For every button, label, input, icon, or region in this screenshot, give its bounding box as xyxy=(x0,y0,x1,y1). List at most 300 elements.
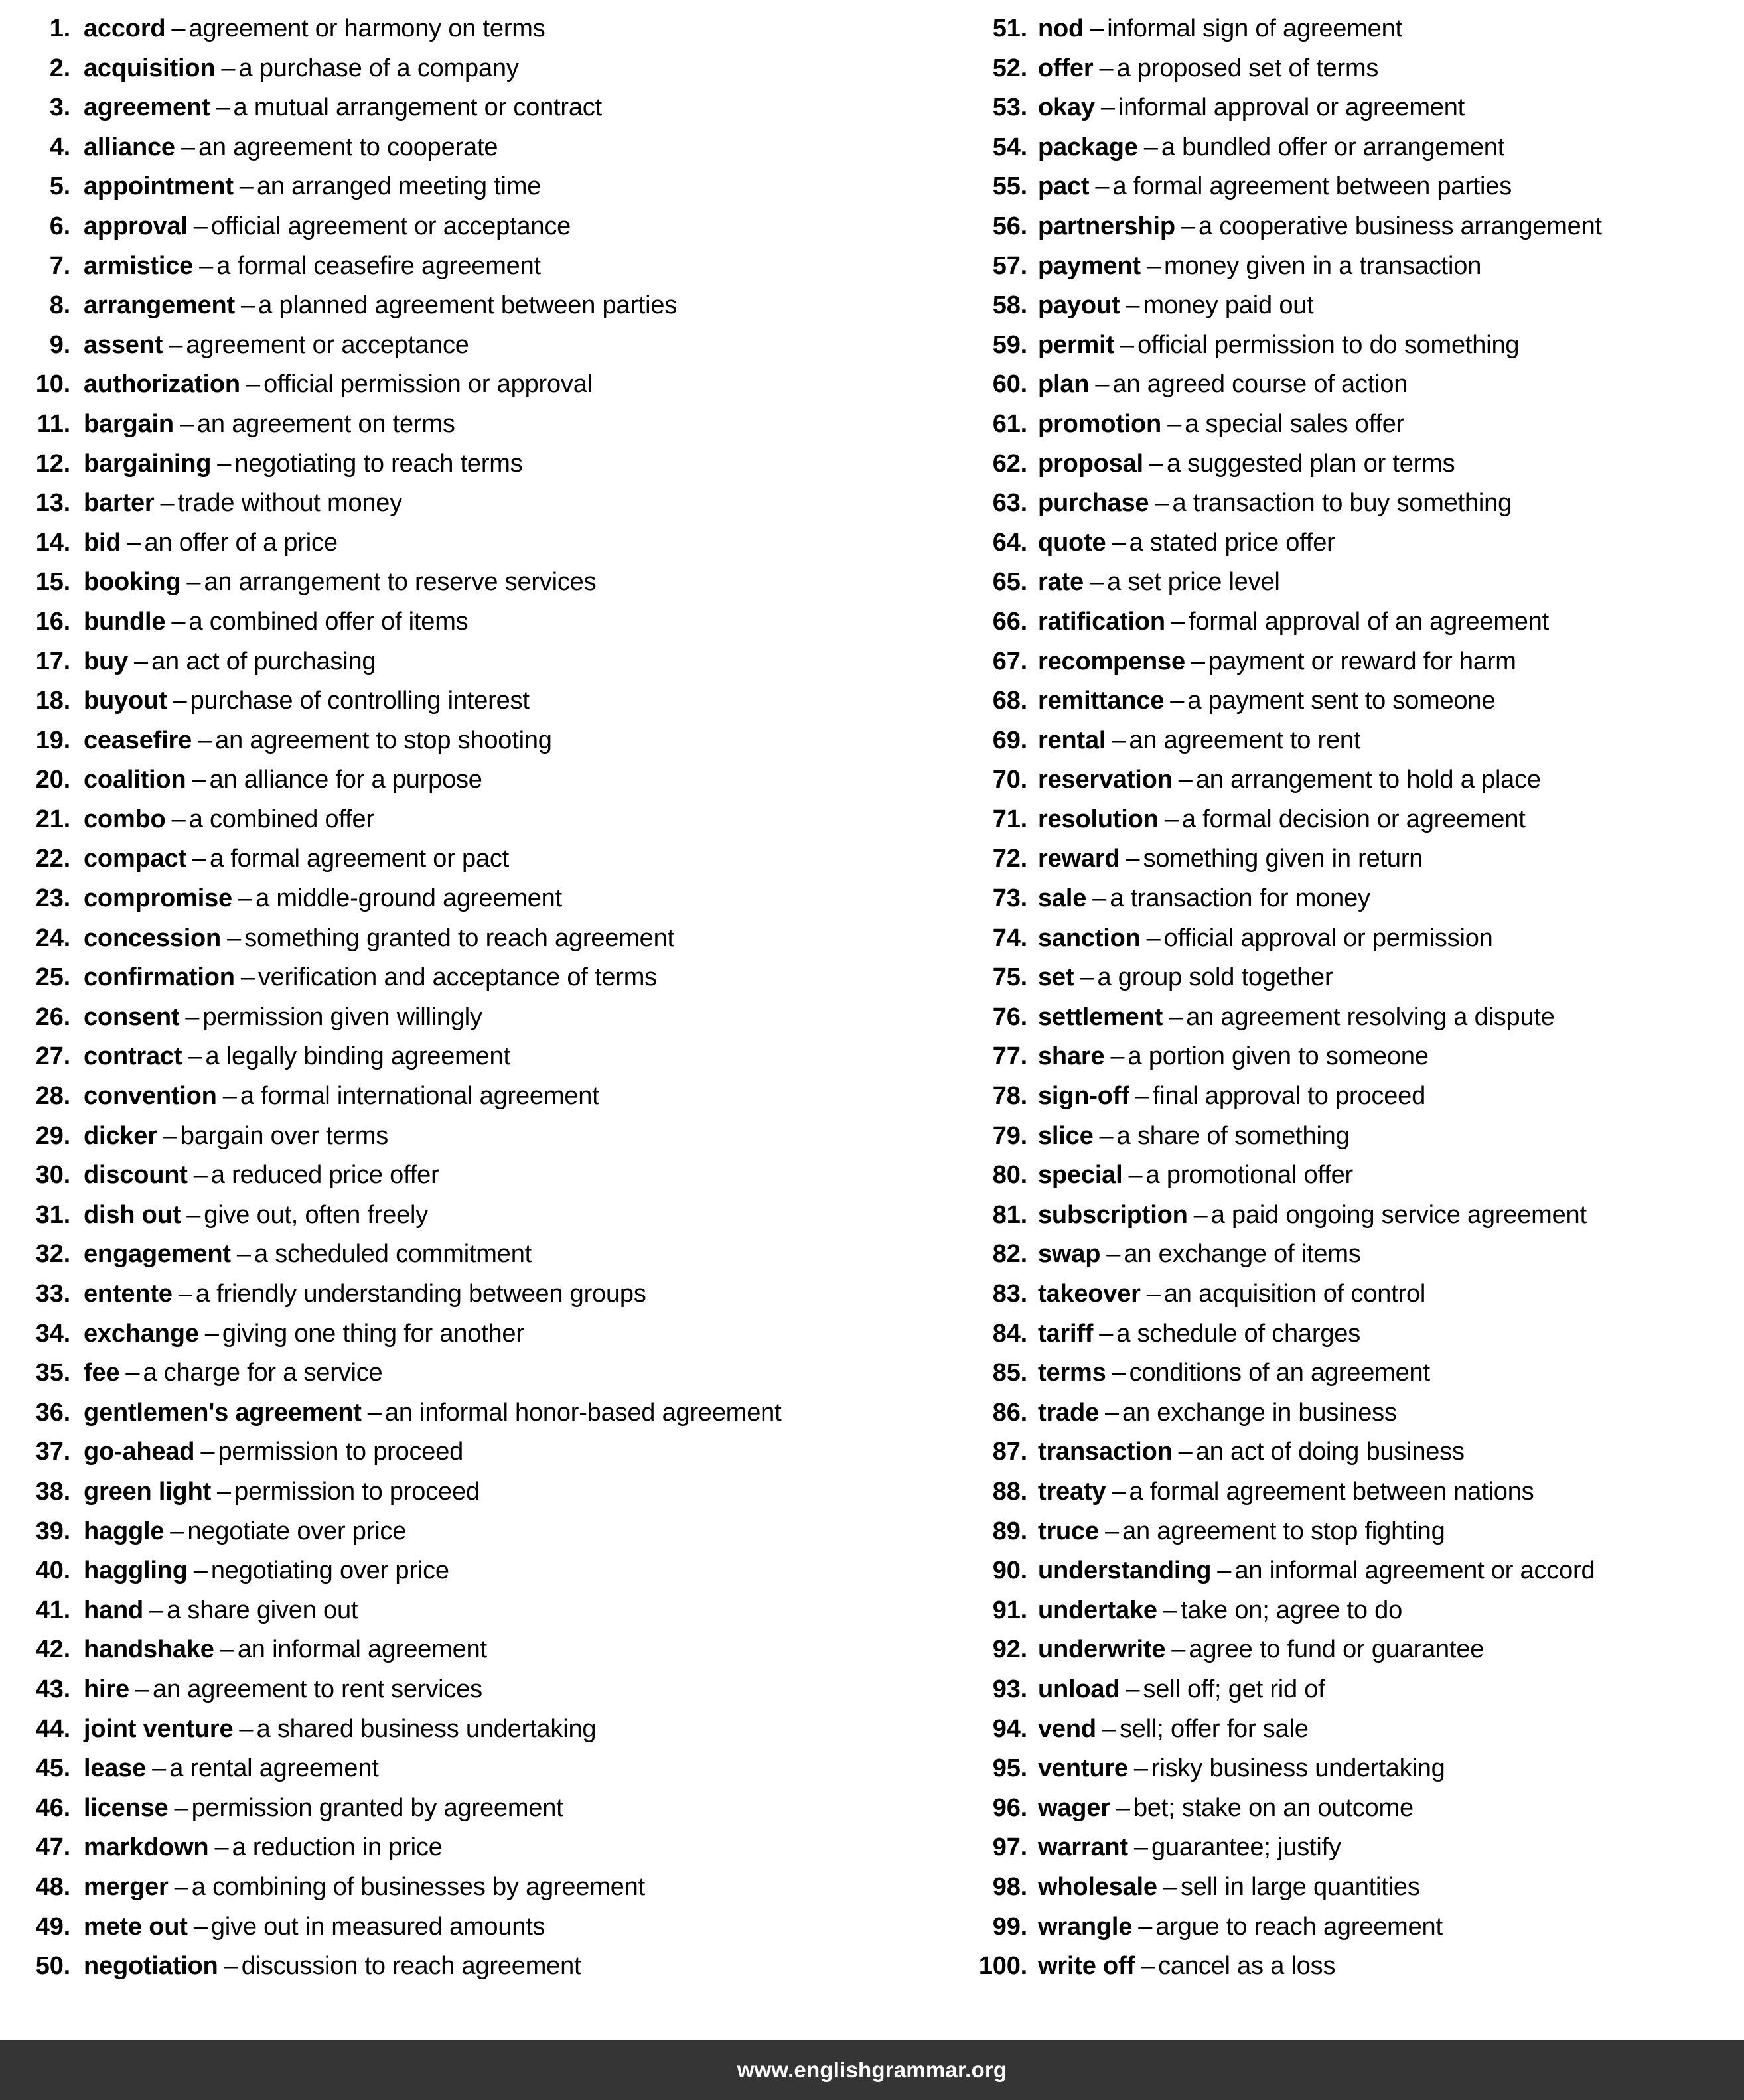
entry-number: 53. xyxy=(992,94,1027,122)
entry-term: warrant xyxy=(1038,1833,1128,1862)
entry-number: 30. xyxy=(35,1161,70,1190)
entry-number: 65. xyxy=(992,568,1027,596)
entry-term: payout xyxy=(1038,291,1120,320)
entry-number: 52. xyxy=(992,54,1027,82)
entry-definition: an agreement to rent services xyxy=(153,1675,482,1703)
entry-definition: an act of purchasing xyxy=(151,647,376,675)
entry-definition: a bundled offer or arrangement xyxy=(1161,133,1505,161)
entry-term: ceasefire xyxy=(84,726,192,754)
entry-term: tariff xyxy=(1038,1319,1094,1348)
entry-number: 17. xyxy=(35,647,70,675)
entry-separator-dash: – xyxy=(1191,647,1206,675)
entry-separator-dash: – xyxy=(222,1082,237,1111)
entry-number: 58. xyxy=(992,291,1027,320)
word-entry xyxy=(15,1275,949,1314)
entry-term: payment xyxy=(1038,251,1141,280)
entry-separator-dash: – xyxy=(1095,173,1110,201)
word-entry xyxy=(15,879,949,919)
entry-number: 97. xyxy=(992,1833,1027,1862)
entry-number: 9. xyxy=(49,330,70,359)
entry-term: hand xyxy=(84,1596,143,1624)
entry-definition: a scheduled commitment xyxy=(254,1240,532,1269)
entry-definition: a legally binding agreement xyxy=(205,1042,510,1071)
entry-term: reservation xyxy=(1038,766,1173,794)
entry-number: 24. xyxy=(35,924,70,952)
entry-term: compact xyxy=(84,845,186,873)
word-entry xyxy=(966,1196,1744,1235)
word-entry xyxy=(15,326,949,366)
entry-term: contract xyxy=(84,1042,182,1071)
entry-definition: an act of doing business xyxy=(1195,1438,1465,1466)
entry-definition: formal approval of an agreement xyxy=(1189,607,1550,636)
entry-number: 99. xyxy=(992,1912,1027,1941)
entry-separator-dash: – xyxy=(125,1359,140,1387)
entry-definition: a rental agreement xyxy=(169,1754,379,1783)
entry-number: 67. xyxy=(992,647,1027,675)
word-entry xyxy=(15,405,949,445)
entry-term: green light xyxy=(84,1477,212,1505)
entry-term: approval xyxy=(84,212,188,240)
entry-definition: an arrangement to reserve services xyxy=(204,568,597,596)
entry-number: 94. xyxy=(992,1715,1027,1743)
entry-separator-dash: – xyxy=(1138,1912,1153,1941)
entry-separator-dash: – xyxy=(1106,1240,1121,1269)
entry-number: 83. xyxy=(992,1280,1027,1308)
word-entry xyxy=(15,1710,949,1750)
left-column-list xyxy=(15,9,949,1987)
entry-separator-dash: – xyxy=(1126,291,1140,320)
entry-number: 56. xyxy=(992,212,1027,240)
entry-definition: conditions of an agreement xyxy=(1129,1359,1430,1387)
word-entry xyxy=(966,9,1744,49)
word-entry xyxy=(966,1630,1744,1670)
entry-separator-dash: – xyxy=(214,1833,229,1862)
entry-separator-dash: – xyxy=(1100,94,1115,122)
entry-separator-dash: – xyxy=(1140,1952,1155,1981)
entry-separator-dash: – xyxy=(171,15,186,42)
entry-separator-dash: – xyxy=(133,647,149,675)
entry-term: arrangement xyxy=(84,291,235,320)
entry-separator-dash: – xyxy=(217,449,232,478)
entry-separator-dash: – xyxy=(246,370,261,399)
word-entry xyxy=(15,1591,949,1631)
word-entry xyxy=(966,1156,1744,1196)
entry-term: markdown xyxy=(84,1833,209,1862)
entry-number: 3. xyxy=(49,94,70,122)
entry-definition: official agreement or acceptance xyxy=(210,212,571,240)
entry-separator-dash: – xyxy=(1193,1200,1208,1229)
word-entry xyxy=(966,247,1744,287)
word-entry xyxy=(15,1314,949,1354)
entry-definition: an arranged meeting time xyxy=(256,173,542,201)
entry-definition: permission granted by agreement xyxy=(191,1793,563,1822)
entry-term: trade xyxy=(1038,1398,1099,1427)
entry-definition: a formal ceasefire agreement xyxy=(216,251,541,280)
word-entry xyxy=(15,839,949,879)
entry-term: buyout xyxy=(84,687,167,715)
entry-number: 95. xyxy=(992,1754,1027,1783)
word-entry xyxy=(15,49,949,89)
entry-term: write off xyxy=(1038,1952,1135,1981)
entry-term: consent xyxy=(84,1003,180,1031)
entry-number: 45. xyxy=(35,1754,70,1783)
entry-separator-dash: – xyxy=(192,766,206,794)
entry-definition: cancel as a loss xyxy=(1158,1952,1336,1981)
entry-term: concession xyxy=(84,924,222,952)
entry-number: 81. xyxy=(992,1200,1027,1229)
entry-term: partnership xyxy=(1038,212,1175,240)
entry-definition: a mutual arrangement or contract xyxy=(233,94,602,122)
entry-term: permit xyxy=(1038,330,1114,359)
entry-term: confirmation xyxy=(84,963,235,992)
word-entry xyxy=(15,286,949,326)
entry-term: okay xyxy=(1038,94,1095,122)
entry-term: fee xyxy=(84,1359,120,1387)
entry-number: 88. xyxy=(992,1477,1027,1505)
word-entry xyxy=(966,484,1744,524)
entry-separator-dash: – xyxy=(1181,212,1195,240)
entry-term: resolution xyxy=(1038,805,1159,833)
word-entry xyxy=(15,642,949,682)
entry-definition: permission to proceed xyxy=(218,1438,464,1466)
entry-separator-dash: – xyxy=(227,924,242,952)
entry-number: 54. xyxy=(992,133,1027,161)
entry-separator-dash: – xyxy=(1080,963,1094,992)
entry-definition: a set price level xyxy=(1107,568,1280,596)
entry-separator-dash: – xyxy=(127,528,141,557)
entry-term: purchase xyxy=(1038,489,1149,518)
entry-separator-dash: – xyxy=(1126,845,1140,873)
entry-term: accord xyxy=(84,15,166,42)
entry-separator-dash: – xyxy=(1095,370,1110,399)
entry-definition: a promotional offer xyxy=(1145,1161,1353,1190)
entry-separator-dash: – xyxy=(1146,1280,1161,1308)
entry-separator-dash: – xyxy=(1102,1715,1117,1743)
entry-term: entente xyxy=(84,1280,173,1308)
word-entry xyxy=(966,405,1744,445)
entry-separator-dash: – xyxy=(1167,409,1182,438)
entry-number: 41. xyxy=(35,1596,70,1624)
entry-separator-dash: – xyxy=(1163,1596,1177,1624)
entry-number: 84. xyxy=(992,1319,1027,1348)
entry-definition: give out, often freely xyxy=(204,1200,429,1229)
word-entry xyxy=(966,1235,1744,1275)
word-entry xyxy=(966,1591,1744,1631)
word-entry xyxy=(966,1670,1744,1710)
word-entry xyxy=(966,1037,1744,1077)
entry-number: 91. xyxy=(992,1596,1027,1624)
entry-term: special xyxy=(1038,1161,1123,1190)
entry-term: takeover xyxy=(1038,1280,1141,1308)
entry-number: 4. xyxy=(49,133,70,161)
word-entry xyxy=(966,1512,1744,1552)
entry-term: undertake xyxy=(1038,1596,1157,1624)
entry-definition: a portion given to someone xyxy=(1127,1042,1429,1071)
entry-term: rental xyxy=(1038,726,1106,754)
entry-term: hire xyxy=(84,1675,129,1703)
entry-term: promotion xyxy=(1038,409,1162,438)
entry-number: 80. xyxy=(992,1161,1027,1190)
entry-definition: a combining of businesses by agreement xyxy=(191,1872,645,1901)
entry-separator-dash: – xyxy=(1178,1438,1193,1466)
entry-separator-dash: – xyxy=(170,1517,184,1545)
entry-definition: a reduction in price xyxy=(232,1833,443,1862)
entry-definition: a suggested plan or terms xyxy=(1167,449,1455,478)
word-entry xyxy=(15,1947,949,1987)
entry-separator-dash: – xyxy=(240,963,255,992)
entry-definition: trade without money xyxy=(177,489,403,518)
entry-definition: something given in return xyxy=(1143,845,1423,873)
entry-definition: sell; offer for sale xyxy=(1120,1715,1309,1743)
entry-term: underwrite xyxy=(1038,1636,1166,1664)
entry-term: share xyxy=(1038,1042,1105,1071)
entry-term: ratification xyxy=(1038,607,1165,636)
word-entry xyxy=(966,602,1744,642)
entry-term: settlement xyxy=(1038,1003,1163,1031)
entry-definition: agreement or harmony on terms xyxy=(188,15,545,42)
entry-separator-dash: – xyxy=(188,1042,202,1071)
entry-separator-dash: – xyxy=(198,726,212,754)
word-entry xyxy=(966,1433,1744,1472)
entry-separator-dash: – xyxy=(1112,1477,1126,1505)
entry-number: 11. xyxy=(36,409,70,438)
word-entry xyxy=(15,128,949,168)
entry-term: acquisition xyxy=(84,54,216,82)
word-entry xyxy=(15,207,949,247)
entry-separator-dash: – xyxy=(1135,1082,1149,1111)
word-entry xyxy=(15,247,949,287)
entry-number: 7. xyxy=(49,251,70,280)
entry-number: 1. xyxy=(49,15,70,42)
entry-number: 12. xyxy=(35,449,70,478)
entry-separator-dash: – xyxy=(1112,726,1126,754)
entry-definition: a stated price offer xyxy=(1129,528,1335,557)
entry-term: appointment xyxy=(84,173,234,201)
entry-number: 8. xyxy=(49,291,70,320)
entry-number: 66. xyxy=(992,607,1027,636)
entry-term: buy xyxy=(84,647,128,675)
entry-number: 64. xyxy=(992,528,1027,557)
entry-definition: a charge for a service xyxy=(143,1359,383,1387)
entry-term: bundle xyxy=(84,607,166,636)
word-entry xyxy=(15,1235,949,1275)
word-entry xyxy=(966,49,1744,89)
entry-separator-dash: – xyxy=(200,1438,215,1466)
entry-definition: a formal agreement or pact xyxy=(210,845,510,873)
entry-term: combo xyxy=(84,805,166,833)
word-entry xyxy=(15,958,949,998)
entry-number: 77. xyxy=(992,1042,1027,1071)
entry-number: 96. xyxy=(992,1793,1027,1822)
entry-term: treaty xyxy=(1038,1477,1106,1505)
entry-definition: sell in large quantities xyxy=(1180,1872,1420,1901)
entry-separator-dash: – xyxy=(1217,1557,1232,1585)
entry-number: 25. xyxy=(35,963,70,992)
entry-term: gentlemen's agreement xyxy=(84,1398,362,1427)
word-entry xyxy=(966,445,1744,484)
entry-separator-dash: – xyxy=(238,884,253,913)
entry-number: 74. xyxy=(992,924,1027,952)
entry-term: unload xyxy=(1038,1675,1120,1703)
entry-separator-dash: – xyxy=(1133,1833,1149,1862)
entry-term: authorization xyxy=(84,370,240,399)
entry-definition: a special sales offer xyxy=(1185,409,1405,438)
entry-term: reward xyxy=(1038,845,1120,873)
entry-number: 35. xyxy=(35,1359,70,1387)
entry-number: 38. xyxy=(35,1477,70,1505)
entry-definition: guarantee; justify xyxy=(1151,1833,1341,1862)
word-entry xyxy=(15,365,949,405)
entry-number: 72. xyxy=(992,845,1027,873)
entry-number: 98. xyxy=(992,1872,1027,1901)
entry-definition: permission given willingly xyxy=(202,1003,482,1031)
entry-separator-dash: – xyxy=(193,1912,208,1941)
entry-number: 61. xyxy=(992,409,1027,438)
word-entry xyxy=(15,1472,949,1512)
entry-separator-dash: – xyxy=(199,251,214,280)
entry-definition: purchase of controlling interest xyxy=(190,687,530,715)
entry-definition: take on; agree to do xyxy=(1180,1596,1402,1624)
word-entry xyxy=(15,1551,949,1591)
word-entry xyxy=(15,1037,949,1077)
entry-number: 22. xyxy=(35,845,70,873)
entry-separator-dash: – xyxy=(169,330,183,359)
entry-term: venture xyxy=(1038,1754,1128,1783)
word-entry xyxy=(15,1908,949,1947)
entry-definition: an agreement to rent xyxy=(1129,726,1361,754)
entry-definition: negotiating to reach terms xyxy=(234,449,523,478)
entry-definition: agreement or acceptance xyxy=(186,330,469,359)
word-entry xyxy=(15,998,949,1038)
entry-number: 18. xyxy=(35,687,70,715)
entry-separator-dash: – xyxy=(224,1952,238,1981)
entry-term: coalition xyxy=(84,766,186,794)
entry-number: 70. xyxy=(992,766,1027,794)
word-entry xyxy=(966,524,1744,563)
word-entry xyxy=(966,1710,1744,1750)
word-entry xyxy=(15,1393,949,1433)
entry-term: sanction xyxy=(1038,924,1141,952)
entry-separator-dash: – xyxy=(1170,687,1185,715)
entry-definition: an acquisition of control xyxy=(1163,1280,1426,1308)
word-entry xyxy=(966,286,1744,326)
entry-definition: a cooperative business arrangement xyxy=(1198,212,1602,240)
word-entry xyxy=(966,1077,1744,1117)
word-entry xyxy=(15,1630,949,1670)
word-entry xyxy=(15,524,949,563)
entry-number: 89. xyxy=(992,1517,1027,1545)
entry-separator-dash: – xyxy=(152,1754,167,1783)
entry-term: barter xyxy=(84,489,155,518)
entry-term: remittance xyxy=(1038,687,1165,715)
entry-term: exchange xyxy=(84,1319,199,1348)
entry-term: package xyxy=(1038,133,1138,161)
entry-definition: an agreement to stop shooting xyxy=(215,726,552,754)
entry-definition: a transaction for money xyxy=(1110,884,1370,913)
word-entry xyxy=(966,88,1744,128)
entry-number: 93. xyxy=(992,1675,1027,1703)
entry-separator-dash: – xyxy=(160,489,175,518)
entry-number: 68. xyxy=(992,687,1027,715)
entry-definition: negotiating over price xyxy=(210,1557,449,1585)
entry-separator-dash: – xyxy=(163,1121,177,1150)
entry-number: 42. xyxy=(35,1636,70,1664)
entry-separator-dash: – xyxy=(193,1557,208,1585)
entry-term: slice xyxy=(1038,1121,1094,1150)
entry-definition: a paid ongoing service agreement xyxy=(1210,1200,1587,1229)
entry-term: vend xyxy=(1038,1715,1096,1743)
entry-term: compromise xyxy=(84,884,232,913)
entry-term: bid xyxy=(84,528,121,557)
entry-separator-dash: – xyxy=(181,133,195,161)
word-entry xyxy=(966,1789,1744,1829)
entry-separator-dash: – xyxy=(239,1715,254,1743)
entry-term: negotiation xyxy=(84,1952,218,1981)
entry-separator-dash: – xyxy=(1146,251,1161,280)
entry-separator-dash: – xyxy=(1149,449,1164,478)
entry-term: merger xyxy=(84,1872,169,1901)
entry-term: agreement xyxy=(84,94,210,122)
entry-separator-dash: – xyxy=(1099,1121,1114,1150)
entry-separator-dash: – xyxy=(1104,1398,1120,1427)
word-entry xyxy=(15,1156,949,1196)
word-entry xyxy=(15,1670,949,1710)
entry-separator-dash: – xyxy=(204,1319,219,1348)
right-column-list xyxy=(966,9,1744,1987)
entry-separator-dash: – xyxy=(193,1161,208,1190)
word-entry xyxy=(966,958,1744,998)
entry-separator-dash: – xyxy=(239,173,254,201)
word-entry xyxy=(15,445,949,484)
entry-term: bargain xyxy=(84,409,174,438)
entry-definition: a formal international agreement xyxy=(240,1082,599,1111)
word-entry xyxy=(15,1512,949,1552)
entry-term: mete out xyxy=(84,1912,188,1941)
entry-number: 10. xyxy=(35,370,70,399)
entry-number: 49. xyxy=(35,1912,70,1941)
entry-number: 79. xyxy=(992,1121,1027,1150)
entry-term: handshake xyxy=(84,1636,214,1664)
entry-term: discount xyxy=(84,1161,188,1190)
entry-definition: an agreement resolving a dispute xyxy=(1186,1003,1555,1031)
entry-separator-dash: – xyxy=(174,1793,188,1822)
entry-definition: an informal honor-based agreement xyxy=(384,1398,782,1427)
word-entry xyxy=(15,760,949,800)
entry-separator-dash: – xyxy=(1171,607,1185,636)
entry-term: lease xyxy=(84,1754,147,1783)
entry-number: 82. xyxy=(992,1240,1027,1269)
entry-definition: giving one thing for another xyxy=(222,1319,524,1348)
entry-number: 40. xyxy=(35,1557,70,1585)
entry-term: booking xyxy=(84,568,181,596)
entry-definition: a group sold together xyxy=(1097,963,1333,992)
entry-definition: a planned agreement between parties xyxy=(258,291,678,320)
word-entry xyxy=(15,88,949,128)
entry-separator-dash: – xyxy=(1116,1793,1130,1822)
word-entry xyxy=(15,1117,949,1156)
entry-separator-dash: – xyxy=(1163,1872,1177,1901)
entry-separator-dash: – xyxy=(1090,15,1104,42)
entry-separator-dash: – xyxy=(1164,805,1179,833)
entry-definition: a formal agreement between parties xyxy=(1112,173,1512,201)
word-entry xyxy=(15,602,949,642)
entry-separator-dash: – xyxy=(216,94,230,122)
word-entry xyxy=(15,1749,949,1789)
entry-number: 44. xyxy=(35,1715,70,1743)
word-entry xyxy=(15,1077,949,1117)
footer-website-text: www.englishgrammar.org xyxy=(737,2057,1007,2082)
entry-number: 39. xyxy=(35,1517,70,1545)
